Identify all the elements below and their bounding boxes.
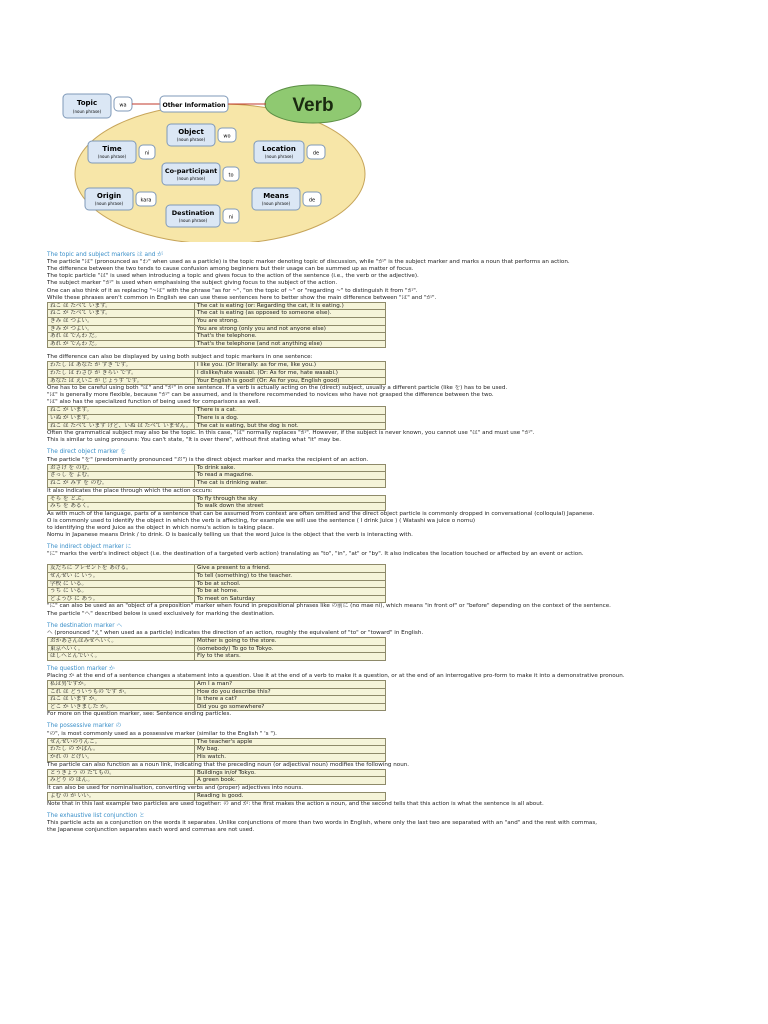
english-cell: You are strong (only you and not anyone else) bbox=[195, 325, 386, 333]
japanese-cell: ねこ は たべて います。 bbox=[48, 302, 195, 310]
table-row bbox=[48, 325, 386, 333]
paragraph-line: This particle acts as a conjunction on the words it separates. Unlike conjunctions of more than two words in English, where only the last two are separated with an "and" and the rest with commas, bbox=[47, 819, 598, 826]
japanese-cell: せんせい に いう。 bbox=[48, 573, 195, 581]
table-row bbox=[48, 653, 386, 661]
topic-label: Topic bbox=[76, 99, 98, 107]
paragraph-line: to identifying the word Juice as the object in which nomu's action is taking place. bbox=[47, 525, 274, 531]
table-row bbox=[48, 738, 386, 746]
table-row bbox=[48, 415, 386, 423]
english-cell: To read a magazine. bbox=[195, 472, 386, 480]
english-cell: The cat is eating, but the dog is not. bbox=[195, 422, 386, 430]
topic-particle: wa bbox=[119, 102, 127, 109]
means-sub: (noun phrase) bbox=[261, 201, 291, 206]
english-cell: I like you. (Or literally: as for me, like you.) bbox=[195, 362, 386, 370]
table-row bbox=[48, 588, 386, 596]
table-row bbox=[48, 696, 386, 704]
english-cell: The cat is eating (as opposed to someone else). bbox=[195, 310, 386, 318]
destination-particle: ni bbox=[228, 214, 234, 221]
table-row bbox=[48, 472, 386, 480]
english-cell: The teacher's apple bbox=[195, 738, 386, 746]
paragraph-line: the Japanese conjunction separates each word and commas are not used. bbox=[47, 826, 255, 833]
paragraph-line: "に" marks the verb's indirect object (i.e. the destination of a targeted verb action) translating as "to", "in", "at" or "by". It also indicates the location touched or affected by an event or action. bbox=[47, 551, 584, 558]
means-particle: de bbox=[308, 197, 316, 204]
english-cell: The cat is eating (or: Regarding the cat, it is eating.) bbox=[195, 302, 386, 310]
english-cell: To be at school. bbox=[195, 580, 386, 588]
english-cell: That's the telephone. bbox=[195, 333, 386, 341]
japanese-cell: おかあさんはみせへいく。 bbox=[48, 637, 195, 645]
english-cell: My bag. bbox=[195, 746, 386, 754]
example-table bbox=[47, 792, 386, 801]
japanese-cell: きみ が つよい。 bbox=[48, 325, 195, 333]
table-row bbox=[48, 479, 386, 487]
english-cell: Did you go somewhere? bbox=[195, 703, 386, 711]
example-table bbox=[47, 680, 386, 711]
japanese-cell: ねこ が たべて います。 bbox=[48, 310, 195, 318]
japanese-cell: わたし は わさび が きらい です。 bbox=[48, 370, 195, 378]
english-cell: To drink sake. bbox=[195, 464, 386, 472]
japanese-cell: よむ の が いい。 bbox=[48, 792, 195, 800]
english-cell: To walk down the street bbox=[195, 503, 386, 511]
document-body bbox=[47, 252, 687, 834]
japanese-cell: せんせいのりんご。 bbox=[48, 738, 195, 746]
japanese-cell: きみ は つよい。 bbox=[48, 317, 195, 325]
table-row bbox=[48, 753, 386, 761]
other-information-label: Other Information bbox=[162, 102, 226, 109]
table-row bbox=[48, 370, 386, 378]
topic-sub: (noun phrase) bbox=[72, 109, 102, 114]
object-particle: wo bbox=[223, 133, 231, 140]
english-cell: To tell (something) to the teacher. bbox=[195, 573, 386, 581]
time-sub: (noun phrase) bbox=[97, 154, 127, 159]
table-row bbox=[48, 637, 386, 645]
japanese-cell: ねこ が みず を のむ。 bbox=[48, 479, 195, 487]
table-row bbox=[48, 580, 386, 588]
table-row bbox=[48, 645, 386, 653]
english-cell: Am I a man? bbox=[195, 681, 386, 689]
paragraph-line: As with much of the language, parts of a sentence that can be assumed from context are often omitted and the direct object particle is commonly dropped in conversational (colloquial) Japanese. bbox=[47, 510, 595, 517]
coparticipant-sub: (noun phrase) bbox=[176, 176, 206, 181]
object-label: Object bbox=[178, 128, 204, 136]
paragraph-line: The particle can also function as a noun link, indicating that the preceding noun (or adjectival noun) modifies the following noun. bbox=[47, 761, 410, 768]
time-label: Time bbox=[102, 145, 122, 153]
paragraph-line: It can also be used for nominalisation, converting verbs and (proper) adjectives into nouns. bbox=[47, 784, 304, 791]
table-row bbox=[48, 503, 386, 511]
japanese-cell: そら を とぶ。 bbox=[48, 495, 195, 503]
english-cell: Is there a cat? bbox=[195, 696, 386, 704]
japanese-cell: 学校 に いる。 bbox=[48, 580, 195, 588]
section-title-possessive: The possessive marker の bbox=[47, 723, 122, 730]
table-row bbox=[48, 565, 386, 573]
english-cell: To fly through the sky bbox=[195, 495, 386, 503]
coparticipant-particle: to bbox=[228, 172, 234, 179]
paragraph-line: One can also think of it as replacing "~は" with the phrase "as for ~", "on the topic of ~" or "regarding ~" to distinguish it from "が". bbox=[47, 287, 418, 294]
origin-sub: (noun phrase) bbox=[94, 201, 124, 206]
english-cell: There is a dog. bbox=[195, 415, 386, 423]
paragraph-line: Often the grammatical subject may also be the topic. In this case, "は" normally replaces "が". However, if the subject is never known, you cannot use "は" and must use "が". bbox=[47, 430, 535, 437]
japanese-cell: いぬ が います。 bbox=[48, 415, 195, 423]
japanese-cell: 友だちに プレゼントを あげる。 bbox=[48, 565, 195, 573]
example-table bbox=[47, 302, 386, 349]
location-label: Location bbox=[262, 145, 296, 153]
destination-sub: (noun phrase) bbox=[178, 218, 208, 223]
table-row bbox=[48, 362, 386, 370]
destination-label: Destination bbox=[171, 209, 215, 217]
japanese-cell: おさけ を のむ。 bbox=[48, 464, 195, 472]
time-particle: ni bbox=[144, 150, 150, 157]
location-particle: de bbox=[312, 150, 320, 157]
example-table bbox=[47, 564, 386, 603]
example-table bbox=[47, 769, 386, 785]
japanese-cell: ねこ が います。 bbox=[48, 407, 195, 415]
origin-label: Origin bbox=[96, 192, 122, 200]
japanese-cell: ざっし を よむ。 bbox=[48, 472, 195, 480]
japanese-cell: 私は男ですか。 bbox=[48, 681, 195, 689]
japanese-cell: かれ の とけい。 bbox=[48, 753, 195, 761]
english-cell: Your English is good! (Or: As for you, English good) bbox=[195, 377, 386, 385]
origin-particle: kara bbox=[140, 197, 152, 204]
paragraph-line: O is commonly used to identify the object in which the verb is affecting, for example we will use the sentence ( I drink Juice ) ( Watashi wa juice o nomu) bbox=[47, 517, 476, 524]
section-title-destination: The destination marker へ bbox=[47, 622, 123, 629]
english-cell: Give a present to a friend. bbox=[195, 565, 386, 573]
japanese-cell: これ は どういうもの です か。 bbox=[48, 688, 195, 696]
location-sub: (noun phrase) bbox=[264, 154, 294, 159]
english-cell: To be at home. bbox=[195, 588, 386, 596]
example-table bbox=[47, 464, 386, 488]
japanese-cell: どようび に あう。 bbox=[48, 595, 195, 603]
means-label: Means bbox=[263, 192, 289, 200]
english-cell: That's the telephone (and not anything else) bbox=[195, 340, 386, 348]
table-row bbox=[48, 333, 386, 341]
japanese-cell: あなた は えいご が じょうず です。 bbox=[48, 377, 195, 385]
paragraph-line: The topic particle "は" is used when introducing a topic and gives focus to the action of the sentence (i.e., the verb or the adjective). bbox=[47, 273, 419, 280]
table-row bbox=[48, 595, 386, 603]
english-cell: The cat is drinking water. bbox=[195, 479, 386, 487]
english-cell: Reading is good. bbox=[195, 792, 386, 800]
japanese-cell: ほしへとんでいく。 bbox=[48, 653, 195, 661]
japanese-cell: うち に いる。 bbox=[48, 588, 195, 596]
section-title-exhaustive-list: The exhaustive list conjunction と bbox=[47, 812, 145, 819]
table-row bbox=[48, 777, 386, 785]
table-row bbox=[48, 317, 386, 325]
japanese-cell: 東京へいく。 bbox=[48, 645, 195, 653]
section-title-direct-object: The direct object marker を bbox=[47, 449, 127, 456]
table-row bbox=[48, 377, 386, 385]
table-row bbox=[48, 422, 386, 430]
english-cell: To meet on Saturday bbox=[195, 595, 386, 603]
paragraph-line: The difference between the two tends to cause confusion among beginners but their usage can be summed up as matter of focus. bbox=[47, 266, 414, 273]
paragraph-line: It also indicates the place through which the action occurs: bbox=[47, 487, 213, 494]
paragraph-line: The particle "は" (pronounced as "わ" when used as a particle) is the topic marker denoting topic of discussion, while "が" is the subject marker and marks a noun that performs an action. bbox=[47, 259, 570, 266]
paragraph-line: "は" is generally more flexible, because "が" can be assumed, and is therefore recommended to novices who have not grasped the difference between the two. bbox=[47, 392, 494, 399]
object-sub: (noun phrase) bbox=[176, 137, 206, 142]
japanese-cell: わたし は あなた が すき です。 bbox=[48, 362, 195, 370]
table-row bbox=[48, 340, 386, 348]
japanese-cell: みち を あるく。 bbox=[48, 503, 195, 511]
coparticipant-label: Co-participant bbox=[164, 167, 218, 175]
paragraph-line: "に" can also be used as an "object of a preposition" marker when found in prepositional phrases like の前に (no mae ni), which means "in front of" or "before" depending on the context of the sentence. bbox=[47, 603, 611, 610]
japanese-cell: あれ が でんわ だ。 bbox=[48, 340, 195, 348]
english-cell: I dislike/hate wasabi. (Or: As for me, hate wasabi.) bbox=[195, 370, 386, 378]
paragraph-line: One has to be careful using both "は" and "が" in one sentence. If a verb is actually acting on the (direct) subject, usually a different particle (like を) has to be used. bbox=[47, 385, 508, 392]
paragraph-line: The difference can also be displayed by using both subject and topic markers in one sentence: bbox=[47, 354, 313, 361]
english-cell: (somebody) To go to Tokyo. bbox=[195, 645, 386, 653]
table-row bbox=[48, 792, 386, 800]
example-table bbox=[47, 495, 386, 511]
english-cell: Fly to the stars. bbox=[195, 653, 386, 661]
table-row bbox=[48, 495, 386, 503]
paragraph-line: While these phrases aren't common in English we can use these sentences here to better show the main difference between "は" and "が". bbox=[47, 294, 437, 301]
table-row bbox=[48, 688, 386, 696]
paragraph-line: The particle "を" (predominantly pronounced "お") is the direct object marker and marks the recipient of an action. bbox=[47, 456, 369, 463]
sentence-structure-diagram bbox=[58, 84, 378, 242]
paragraph-line: "は" also has the specialized function of being used for comparisons as well. bbox=[47, 399, 261, 406]
japanese-cell: どこ か いきました か。 bbox=[48, 703, 195, 711]
japanese-cell: ねこ は います か。 bbox=[48, 696, 195, 704]
paragraph-line: The particle "へ" described below is used exclusively for marking the destination. bbox=[47, 610, 275, 617]
paragraph-line: "の", is most commonly used as a possessive marker (similar to the English " 's "). bbox=[47, 730, 277, 737]
table-row bbox=[48, 407, 386, 415]
table-row bbox=[48, 703, 386, 711]
japanese-cell: みどり の ほん。 bbox=[48, 777, 195, 785]
japanese-cell: とうきょう の たてもの。 bbox=[48, 769, 195, 777]
table-row bbox=[48, 746, 386, 754]
japanese-cell: ねこ は たべて います けど、いぬ は たべて いません。 bbox=[48, 422, 195, 430]
table-row bbox=[48, 464, 386, 472]
paragraph-line: Note that in this last example two particles are used together: の and が: the first makes the action a noun, and the second tells that this action is what the sentence is all about. bbox=[47, 800, 544, 807]
paragraph-line: Placing か at the end of a sentence changes a statement into a question. Use it at the end of a verb to make it a question, or at the end of an interrogative pro-form to make it into a demonstrative pronoun. bbox=[47, 672, 625, 679]
english-cell: Mother is going to the store. bbox=[195, 637, 386, 645]
section-title-topic-subject: The topic and subject markers は and が bbox=[47, 252, 164, 258]
table-row bbox=[48, 681, 386, 689]
paragraph-line: For more on the question marker, see: Sentence ending particles. bbox=[47, 711, 232, 718]
english-cell: How do you describe this? bbox=[195, 688, 386, 696]
example-table bbox=[47, 361, 386, 385]
english-cell: You are strong. bbox=[195, 317, 386, 325]
example-table bbox=[47, 738, 386, 762]
example-table bbox=[47, 637, 386, 661]
section-title-indirect-object: The indirect object marker に bbox=[47, 544, 132, 551]
english-cell: There is a cat. bbox=[195, 407, 386, 415]
table-row bbox=[48, 573, 386, 581]
paragraph-line: へ (pronounced "え" when used as a particle) indicates the direction of an action, roughly the equivalent of "to" or "toward" in English. bbox=[47, 629, 424, 636]
example-table bbox=[47, 406, 386, 430]
verb-label: Verb bbox=[292, 95, 334, 116]
japanese-cell: わたし の かばん。 bbox=[48, 746, 195, 754]
paragraph-line: The subject marker "が" is used when emphasising the subject giving focus to the subject of the action. bbox=[47, 280, 338, 287]
paragraph-line: This is similar to using pronouns: You can't state, "It is over there", without first stating what "it" may be. bbox=[47, 437, 341, 444]
table-row bbox=[48, 310, 386, 318]
english-cell: His watch. bbox=[195, 753, 386, 761]
section-title-question: The question marker か bbox=[47, 665, 115, 672]
table-row bbox=[48, 302, 386, 310]
table-row bbox=[48, 769, 386, 777]
english-cell: A green book. bbox=[195, 777, 386, 785]
paragraph-line: Nomu in Japanese means Drink / to drink. O is basically telling us that the word Juice is the object that the verb is interacting with. bbox=[47, 532, 413, 539]
japanese-cell: あれ は でんわ だ。 bbox=[48, 333, 195, 341]
english-cell: Buildings in/of Tokyo. bbox=[195, 769, 386, 777]
